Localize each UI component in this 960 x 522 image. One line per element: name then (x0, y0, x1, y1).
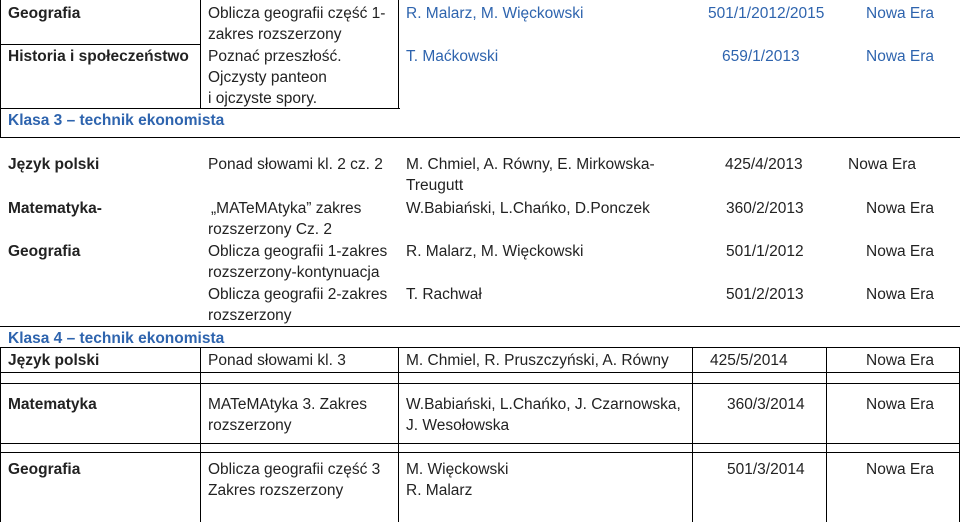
class-heading: Klasa 3 – technik ekonomista (8, 112, 225, 129)
publisher: Nowa Era (866, 243, 935, 260)
authors-line: R. Malarz (406, 482, 473, 499)
title: Ponad słowami kl. 3 (208, 352, 346, 369)
subject-matematyka: Matematyka- (8, 200, 102, 217)
approval-number: 659/1/2013 (722, 48, 800, 65)
border (0, 137, 960, 138)
title-line: „MATeMAtyka” zakres (211, 200, 362, 217)
title-line: Oblicza geografii część 1- (208, 5, 386, 22)
border (0, 347, 1, 522)
publisher: Nowa Era (866, 48, 935, 65)
authors: W.Babiański, L.Chańko, D.Ponczek (406, 200, 650, 217)
subject-jezyk-polski: Język polski (8, 352, 100, 369)
title-line: Oblicza geografii 1-zakres (208, 243, 388, 260)
border (0, 108, 400, 109)
border (398, 0, 399, 108)
subject-historia: Historia i społeczeństwo (8, 48, 189, 65)
title-line: Oblicza geografii 2-zakres (208, 286, 388, 303)
authors-line: Treugutt (406, 177, 464, 194)
border (0, 0, 1, 138)
approval-number: 360/3/2014 (727, 396, 805, 413)
title-line: rozszerzony Cz. 2 (208, 221, 333, 238)
border (0, 44, 200, 45)
publisher: Nowa Era (866, 286, 935, 303)
authors: R. Malarz, M. Więckowski (406, 5, 584, 22)
publisher: Nowa Era (848, 156, 917, 173)
border (0, 347, 960, 348)
subject-jezyk-polski: Język polski (8, 156, 100, 173)
subject-geografia: Geografia (8, 243, 81, 260)
border (398, 347, 399, 522)
title-line: MATeMAtyka 3. Zakres (208, 396, 368, 413)
title-line: rozszerzony (208, 417, 292, 434)
title-line: Poznać przeszłość. (208, 48, 342, 65)
authors-line: W.Babiański, L.Chańko, J. Czarnowska, (406, 396, 681, 413)
subject-geografia: Geografia (8, 461, 81, 478)
approval-number: 501/1/2012/2015 (708, 5, 825, 22)
approval-number: 360/2/2013 (726, 200, 804, 217)
publisher: Nowa Era (866, 396, 935, 413)
approval-number: 425/5/2014 (710, 352, 788, 369)
title: Ponad słowami kl. 2 cz. 2 (208, 156, 383, 173)
title-line: Ojczysty panteon (208, 69, 327, 86)
publisher: Nowa Era (866, 461, 935, 478)
title-line: rozszerzony-kontynuacja (208, 264, 380, 281)
subject-geografia: Geografia (8, 5, 81, 22)
approval-number: 501/2/2013 (726, 286, 804, 303)
authors-line: M. Więckowski (406, 461, 509, 478)
publisher: Nowa Era (866, 352, 935, 369)
title-line: zakres rozszerzony (208, 26, 342, 43)
title-line: rozszerzony (208, 307, 292, 324)
border (200, 0, 201, 108)
publisher: Nowa Era (866, 5, 935, 22)
border (200, 347, 201, 522)
authors: T. Maćkowski (406, 48, 499, 65)
border (0, 443, 960, 444)
border (826, 347, 827, 522)
border (0, 452, 960, 453)
authors-line: M. Chmiel, A. Równy, E. Mirkowska- (406, 156, 655, 173)
subject-matematyka: Matematyka (8, 396, 97, 413)
border (0, 326, 960, 327)
border (0, 372, 960, 373)
title-line: Oblicza geografii część 3 (208, 461, 381, 478)
authors: M. Chmiel, R. Pruszczyński, A. Równy (406, 352, 669, 369)
approval-number: 501/1/2012 (726, 243, 804, 260)
authors: R. Malarz, M. Więckowski (406, 243, 584, 260)
authors: T. Rachwał (406, 286, 482, 303)
border (0, 383, 960, 384)
approval-number: 501/3/2014 (727, 461, 805, 478)
authors-line: J. Wesołowska (406, 417, 510, 434)
publisher: Nowa Era (866, 200, 935, 217)
class-heading: Klasa 4 – technik ekonomista (8, 330, 225, 347)
title-line: i ojczyste spory. (208, 90, 318, 107)
approval-number: 425/4/2013 (725, 156, 803, 173)
title-line: Zakres rozszerzony (208, 482, 344, 499)
border (692, 347, 693, 522)
